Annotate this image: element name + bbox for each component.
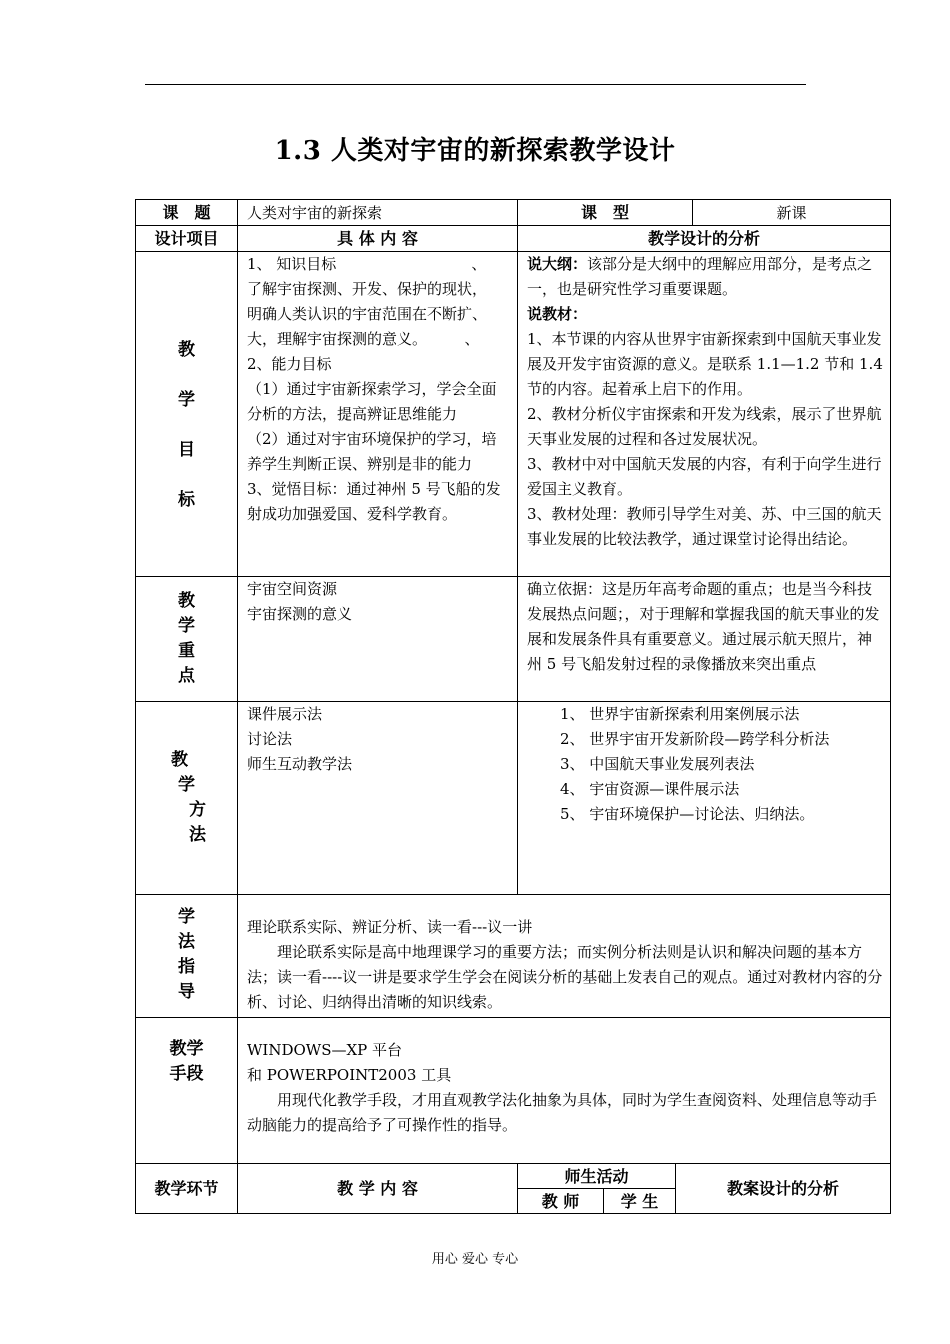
header-rule — [145, 84, 806, 85]
label-method-3: 方 — [189, 800, 206, 820]
page-footer: 用心 爱心 专心 — [431, 1252, 519, 1267]
label-goals-2: 学 — [178, 390, 195, 410]
goals-line: 明确人类认识的宇宙范围在不断扩、 — [247, 305, 488, 323]
means-content — [237, 1017, 891, 1164]
methods-analysis — [517, 701, 891, 895]
label-method-4: 法 — [189, 825, 206, 845]
page-title: 1.3 人类对宇宙的新探索教学设计 — [274, 136, 676, 166]
method-analysis-item: 2、 世界宇宙开发新阶段—跨学科分析法 — [560, 730, 830, 748]
method-item: 讨论法 — [247, 730, 293, 748]
label-guide-3: 指 — [178, 957, 195, 977]
outline-paragraph — [527, 252, 884, 302]
key-points-analysis: 确立依据：这是历年高考命题的重点；也是当今科技发展热点问题；，对于理解和掌握我国的航天事业的发展和发展条件具有重要意义。通过展示航天照片，神州 5 号飞船发射过程的录像播放来突出重点 — [517, 576, 891, 702]
label-type: 课 型 — [517, 199, 693, 226]
bottom-header-activity: 师生活动 — [517, 1163, 676, 1189]
label-method-1: 教 — [171, 750, 188, 770]
label-key-1: 教 — [178, 591, 195, 611]
bottom-header-stage: 教学环节 — [135, 1163, 238, 1214]
method-analysis-item: 1、 世界宇宙新探索利用案例展示法 — [560, 705, 800, 723]
goals-line: 大，理解宇宙探测的意义。 、 — [247, 330, 480, 348]
label-study-guide — [135, 894, 238, 1018]
goals-line: （1）通过宇宙新探索学习，学会全面 — [247, 380, 497, 398]
study-guide-content — [237, 894, 891, 1018]
goals-line: 3、觉悟目标：通过神州 5 号飞船的发 — [247, 480, 501, 498]
label-methods — [135, 701, 238, 895]
textbook-point: 3、教材中对中国航天发展的内容，有利于向学生进行爱国主义教育。 — [527, 455, 882, 498]
label-guide-4: 导 — [178, 982, 195, 1002]
label-means — [135, 1017, 238, 1164]
goals-line: 2、能力目标 — [247, 355, 332, 373]
label-key-4: 点 — [178, 666, 195, 686]
label-guide-1: 学 — [178, 907, 195, 927]
label-goals-3: 目 — [178, 440, 195, 460]
label-goals-1: 教 — [178, 340, 195, 360]
label-key-points — [135, 576, 238, 702]
label-goals — [135, 251, 238, 577]
textbook-point: 1、本节课的内容从世界宇宙新探索到中国航天事业发展及开发宇宙资源的意义。是联系 1.1—1.2 节和 1.4 节的内容。起着承上启下的作用。 — [527, 330, 883, 398]
textbook-point: 3、教材处理：教师引导学生对美、苏、中三国的航天事业发展的比较法教学，通过课堂讨论得出结论。 — [527, 505, 882, 548]
type-value: 新课 — [692, 199, 891, 226]
bottom-header-teacher: 教 师 — [517, 1188, 604, 1214]
key-points-content — [237, 576, 518, 702]
label-key-2: 学 — [178, 616, 195, 636]
label-guide-2: 法 — [178, 932, 195, 952]
bottom-header-analysis: 教案设计的分析 — [675, 1163, 891, 1214]
topic-value: 人类对宇宙的新探索 — [237, 199, 518, 226]
key-point-item: 宇宙探测的意义 — [247, 605, 353, 623]
outline-text: 该部分是大纲中的理解应用部分，是考点之一，也是研究性学习重要课题。 — [527, 255, 873, 298]
method-analysis-item: 5、 宇宙环境保护—讨论法、归纳法。 — [560, 805, 815, 823]
method-analysis-item: 4、 宇宙资源—课件展示法 — [560, 780, 740, 798]
bottom-header-content: 教 学 内 容 — [237, 1163, 518, 1214]
goals-line: 分析的方法，提高辨证思维能力 — [247, 405, 458, 423]
textbook-label: 说教材： — [527, 305, 588, 323]
methods-content — [237, 701, 518, 895]
label-means-2: 手段 — [169, 1064, 204, 1084]
textbook-point: 2、教材分析仪宇宙探索和开发为线索，展示了世界航天事业发展的过程和各过发展状况。 — [527, 405, 882, 448]
method-analysis-item: 3、 中国航天事业发展列表法 — [560, 755, 755, 773]
goals-content — [237, 251, 518, 577]
label-key-3: 重 — [178, 641, 195, 661]
col-header-content: 具 体 内 容 — [237, 225, 518, 252]
goals-line: 了解宇宙探测、开发、保护的现状， — [247, 280, 488, 298]
study-guide-paragraph: 理论联系实际是高中地理课学习的重要方法；而实例分析法则是认识和解决问题的基本方法；读一看----议一讲是要求学生学会在阅读分析的基础上发表自己的观点。通过对教材内容的分析、讨论、归纳得出清晰的知识线索。 — [247, 943, 883, 1011]
label-means-1: 教学 — [169, 1039, 204, 1059]
col-header-analysis: 教学设计的分析 — [517, 225, 891, 252]
col-header-item: 设计项目 — [135, 225, 238, 252]
goals-line: 养学生判断正误、辨别是非的能力 — [247, 455, 473, 473]
label-goals-4: 标 — [178, 490, 195, 510]
goals-line: 射成功加强爱国、爱科学教育。 — [247, 505, 458, 523]
means-line: WINDOWS—XP 平台 — [247, 1041, 403, 1059]
bottom-header-student: 学 生 — [603, 1188, 676, 1214]
study-guide-line: 理论联系实际、辨证分析、读一看---议一讲 — [247, 918, 533, 936]
goals-line: 1、 知识目标 、 — [247, 255, 487, 273]
label-topic: 课 题 — [135, 199, 238, 226]
means-paragraph: 用现代化教学手段，才用直观教学法化抽象为具体，同时为学生查阅资料、处理信息等动手动脑能力的提高给予了可操作性的指导。 — [247, 1091, 878, 1134]
goals-analysis — [517, 251, 891, 577]
method-item: 课件展示法 — [247, 705, 323, 723]
method-item: 师生互动教学法 — [247, 755, 353, 773]
outline-label: 说大纲： — [527, 255, 588, 273]
means-line: 和 POWERPOINT2003 工具 — [247, 1066, 452, 1084]
goals-line: （2）通过对宇宙环境保护的学习，培 — [247, 430, 497, 448]
key-point-item: 宇宙空间资源 — [247, 580, 338, 598]
label-method-2: 学 — [178, 775, 195, 795]
